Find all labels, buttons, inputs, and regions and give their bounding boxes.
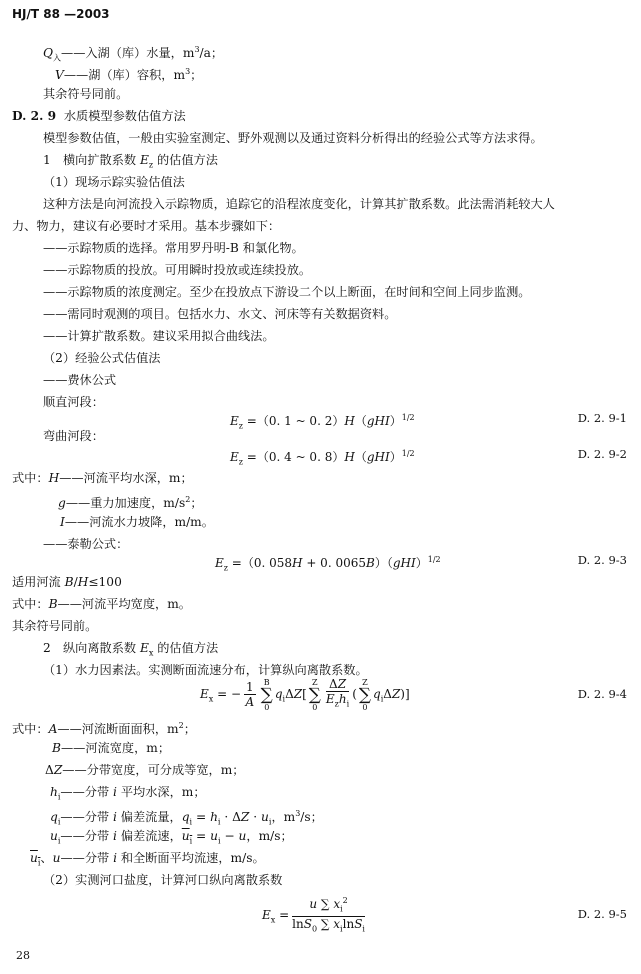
fischer-formula-label: ——费休公式 (43, 373, 117, 387)
section-heading (12, 108, 186, 124)
heading-longitudinal: 2 纵向离散系数 $E_x$ 的估值方法 (43, 641, 219, 658)
intro-paragraph: 模型参数估值，一般由实验室测定、野外观测以及通过资料分析得出的经验公式等方法求得。 (43, 131, 543, 145)
heading-empirical: （2）经验公式估值法 (43, 351, 161, 365)
equation-3: $E_z =(0$. 058H + 0. 0065B）（gHI）$^{1/2}$ (215, 555, 441, 573)
bullet-1: ——示踪物质的选择。常用罗丹明-B 和氯化物。 (43, 241, 304, 255)
bullet-2: ——示踪物质的投放。可用瞬时投放或连续投放。 (43, 263, 312, 277)
paragraph-tracer-1: 这种方法是向河流投入示踪物质，追踪它的沿程浓度变化，计算其扩散系数。此法需消耗较大人 (43, 197, 555, 211)
def-B-width: B——河流宽度，m； (52, 741, 171, 755)
bullet-5: ——计算扩散系数。建议采用拟合曲线法。 (43, 329, 275, 343)
equation-5-number: D. 2. 9-5 (577, 907, 627, 921)
bend-reach-label: 弯曲河段： (43, 429, 104, 443)
def-g: g——重力加速度，$m/s^2$； (58, 495, 203, 511)
heading-tracer-method: （1）现场示踪实验估值法 (43, 175, 185, 189)
bullet-3: ——示踪物质的浓度测定。至少在投放点下游设二个以上断面，在时间和空间上同步监测。 (43, 285, 531, 299)
equation-2: $E_z =(0$. 4 ~ 0. 8）H（gHI）$^{1/2}$ (230, 449, 415, 467)
straight-reach-label: 顺直河段： (43, 395, 104, 409)
paragraph-tracer-2: 力、物力，建议有必要时才采用。基本步骤如下： (12, 219, 281, 233)
equation-4: $E_x$ = − $\frac{1}{A}$ B ∑ $0q_i\Delta Z[Z$ ∑ 0 $\frac{\Delta Z}{E_zh_i}$ (Z ∑ $0q_i\Delta Z$)] (200, 677, 410, 712)
def-u-bar: $u_i$、u——分带 i 和全断面平均流速，m/s。 (30, 851, 265, 868)
section-number: D. 2. 9 (12, 109, 57, 123)
def-q-i: $q_i——$分带 i 偏差流量，$q_i = h_i \cdot \Delta Z \cdot u_i$，$m^3/s$； (50, 809, 323, 827)
def-H: 式中：H——河流平均水深，m； (12, 471, 193, 485)
def-A: 式中：A——河流断面面积，$m^2$； (12, 721, 196, 737)
applicability-note: 适用河流 B/H≤100 (12, 575, 122, 589)
def-u-i: $u_i——$分带 i 偏差流速，$u_i = u_i - u$，m/s； (50, 829, 293, 846)
heading-hydraulic-method: （1）水力因素法。实测断面流速分布，计算纵向离散系数。 (43, 663, 368, 677)
heading-lateral: 1 横向扩散系数 $E_z$ 的估值方法 (43, 153, 218, 170)
def-q-in: $Q_入——$入湖（库）水量，$m^3/a$； (43, 45, 224, 63)
document-header: HJ/T 88 —2003 (12, 7, 110, 21)
bullet-4: ——需同时观测的项目。包括水力、水文、河床等有关数据资料。 (43, 307, 397, 321)
equation-3-number: D. 2. 9-3 (577, 553, 627, 567)
equation-4-number: D. 2. 9-4 (577, 687, 627, 701)
section-title: 水质模型参数估值方法 (63, 109, 186, 123)
taylor-formula-label: ——泰勒公式： (43, 537, 129, 551)
def-I: I——河流水力坡降，m/m。 (60, 515, 214, 529)
def-h-i: $h_i——$分带 i 平均水深，m； (50, 785, 206, 802)
def-v: V——湖（库）容积，$m^3$； (55, 67, 203, 83)
equation-2-number: D. 2. 9-2 (577, 447, 627, 461)
text-other-same-2: 其余符号同前。 (12, 619, 98, 633)
heading-estuary-salinity: （2）实测河口盐度，计算河口纵向离散系数 (43, 873, 283, 887)
def-B: 式中：B——河流平均宽度，m。 (12, 597, 191, 611)
equation-1-number: D. 2. 9-1 (577, 411, 627, 425)
text-other-same-1: 其余符号同前。 (43, 87, 129, 101)
page-number: 28 (16, 949, 30, 962)
equation-5: $E_x$ = $\frac{u \sum x_i^2}{\ln S_0 \sum x_i\ln S_i}$ (262, 896, 365, 934)
equation-1: $E_z =(0$. 1 ~ 0. 2）H（gHI）$^{1/2}$ (230, 413, 415, 431)
def-delta-z: ΔZ——分带宽度，可分成等宽，m； (45, 763, 245, 777)
